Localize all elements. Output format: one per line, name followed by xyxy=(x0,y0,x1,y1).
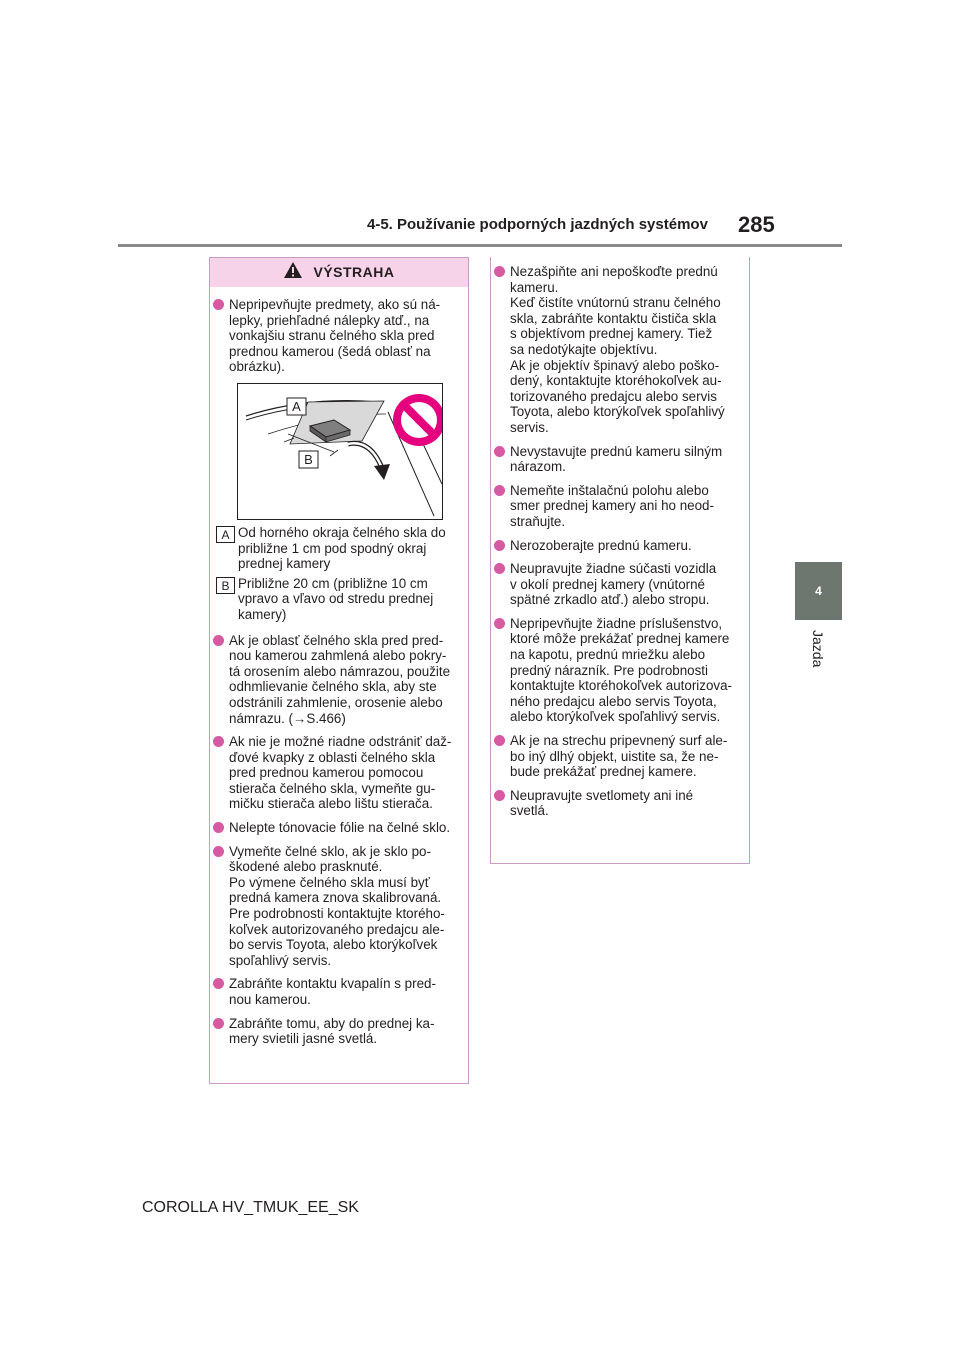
list-item: Nemeňte inštalačnú polohu alebo smer prednej kamery ani ho neod- straňujte. xyxy=(492,483,746,530)
bullet-icon xyxy=(494,266,505,277)
bullet-icon xyxy=(494,790,505,801)
bullet-icon xyxy=(213,978,224,989)
windshield-camera-figure xyxy=(237,383,443,520)
figure-label-b: B xyxy=(304,451,313,467)
list-item: Ak je na strechu pripevnený surf ale- bo iný dlhý objekt, uistite sa, že ne- bude prekážať prednej kamere. xyxy=(492,733,746,780)
list-item: Nevystavujte prednú kameru silným nárazom. xyxy=(492,444,746,475)
page-number: 285 xyxy=(738,212,775,237)
list-item: Ak nie je možné riadne odstrániť daž- ďové kvapky z oblasti čelného skla pred prednou kamerou pomocou stierača čelného skla, vymeňte gu- mičku stierača alebo lištu stierača. xyxy=(211,734,464,812)
list-item: Nezašpiňte ani nepoškoďte prednú kameru. Keď čistíte vnútornú stranu čelného skla, zabráňte kontaktu čističa skla s objektívom prednej kamery. Tiež sa nedotýkajte objektívu. Ak je objektív špinavý alebo poško- dený, kontaktujte ktoréhokoľvek au- torizovaného predajcu alebo servis Toyota, alebo ktorýkoľvek spoľahlivý servis. xyxy=(492,264,746,436)
warning-box-right xyxy=(490,257,750,864)
bullet-icon xyxy=(494,735,505,746)
header-divider xyxy=(118,244,842,247)
warning-triangle-icon xyxy=(283,260,303,289)
warning-header xyxy=(210,258,468,287)
bullet-icon xyxy=(213,635,224,646)
bullet-icon xyxy=(494,446,505,457)
chapter-tab: 4 xyxy=(795,562,842,620)
list-item: Neupravujte svetlomety ani iné svetlá. xyxy=(492,788,746,819)
legend-item-a: A Od horného okraja čelného skla do približne 1 cm pod spodný okraj prednej kamery xyxy=(211,525,464,572)
list-item: Nelepte tónovacie fólie na čelné sklo. xyxy=(211,820,464,836)
bullet-icon xyxy=(213,736,224,747)
list-item: Vymeňte čelné sklo, ak je sklo po- škodené alebo prasknuté. Po výmene čelného skla musí byť predná kamera znova skalibrovaná. Pre podrobnosti kontaktujte ktorého- koľvek autorizovaného predajcu ale- bo servis Toyota, alebo ktorýkoľvek spoľahlivý servis. xyxy=(211,844,464,969)
figure-label-a: A xyxy=(292,398,301,414)
list-item: Zabráňte tomu, aby do prednej ka- mery svietili jasné svetlá. xyxy=(211,1016,464,1047)
bullet-icon xyxy=(213,822,224,833)
bullet-icon xyxy=(494,618,505,629)
list-item: Neupravujte žiadne súčasti vozidla v okolí prednej kamery (vnútorné spätné zrkadlo atď.) alebo stropu. xyxy=(492,561,746,608)
footer-model-code: COROLLA HV_TMUK_EE_SK xyxy=(142,1199,359,1216)
bullet-icon xyxy=(213,846,224,857)
section-title: 4-5. Používanie podporných jazdných systémov xyxy=(367,216,708,233)
list-item: Zabráňte kontaktu kvapalín s pred- nou kamerou. xyxy=(211,976,464,1007)
warning-box-left xyxy=(209,257,469,1084)
legend-key-a: A xyxy=(216,526,235,543)
list-item: Nerozoberajte prednú kameru. xyxy=(492,538,746,554)
bullet-icon xyxy=(213,299,224,310)
bullet-icon xyxy=(494,563,505,574)
warning-title: VÝSTRAHA xyxy=(313,264,395,280)
legend-key-b: B xyxy=(216,577,235,594)
bullet-icon xyxy=(494,540,505,551)
windshield-illustration xyxy=(238,384,442,519)
list-item: Nepripevňujte žiadne príslušenstvo, ktoré môže prekážať prednej kamere na kapotu, prednú mriežku alebo predný nárazník. Pre podrobnosti kontaktujte ktoréhokoľvek autorizova- ného predajcu alebo servis Toyota, alebo ktorýkoľvek spoľahlivý servis. xyxy=(492,616,746,725)
legend-item-b: B Približne 20 cm (približne 10 cm vpravo a vľavo od stredu prednej kamery) xyxy=(211,576,464,623)
bullet-icon xyxy=(213,1018,224,1029)
list-item: Nepripevňujte predmety, ako sú ná- lepky, priehľadné nálepky atď., na vonkajšiu stranu čelného skla pred prednou kamerou (šedá oblasť na obrázku). xyxy=(211,297,464,375)
chapter-label: Jazda xyxy=(810,630,826,668)
bullet-icon xyxy=(494,485,505,496)
list-item: Ak je oblasť čelného skla pred pred- nou kamerou zahmlená alebo pokry- tá orosením alebo námrazou, použite odhmlievanie čelného skla, aby ste odstránili zahmlenie, orosenie alebo námrazu. (→S.466) xyxy=(211,633,464,727)
